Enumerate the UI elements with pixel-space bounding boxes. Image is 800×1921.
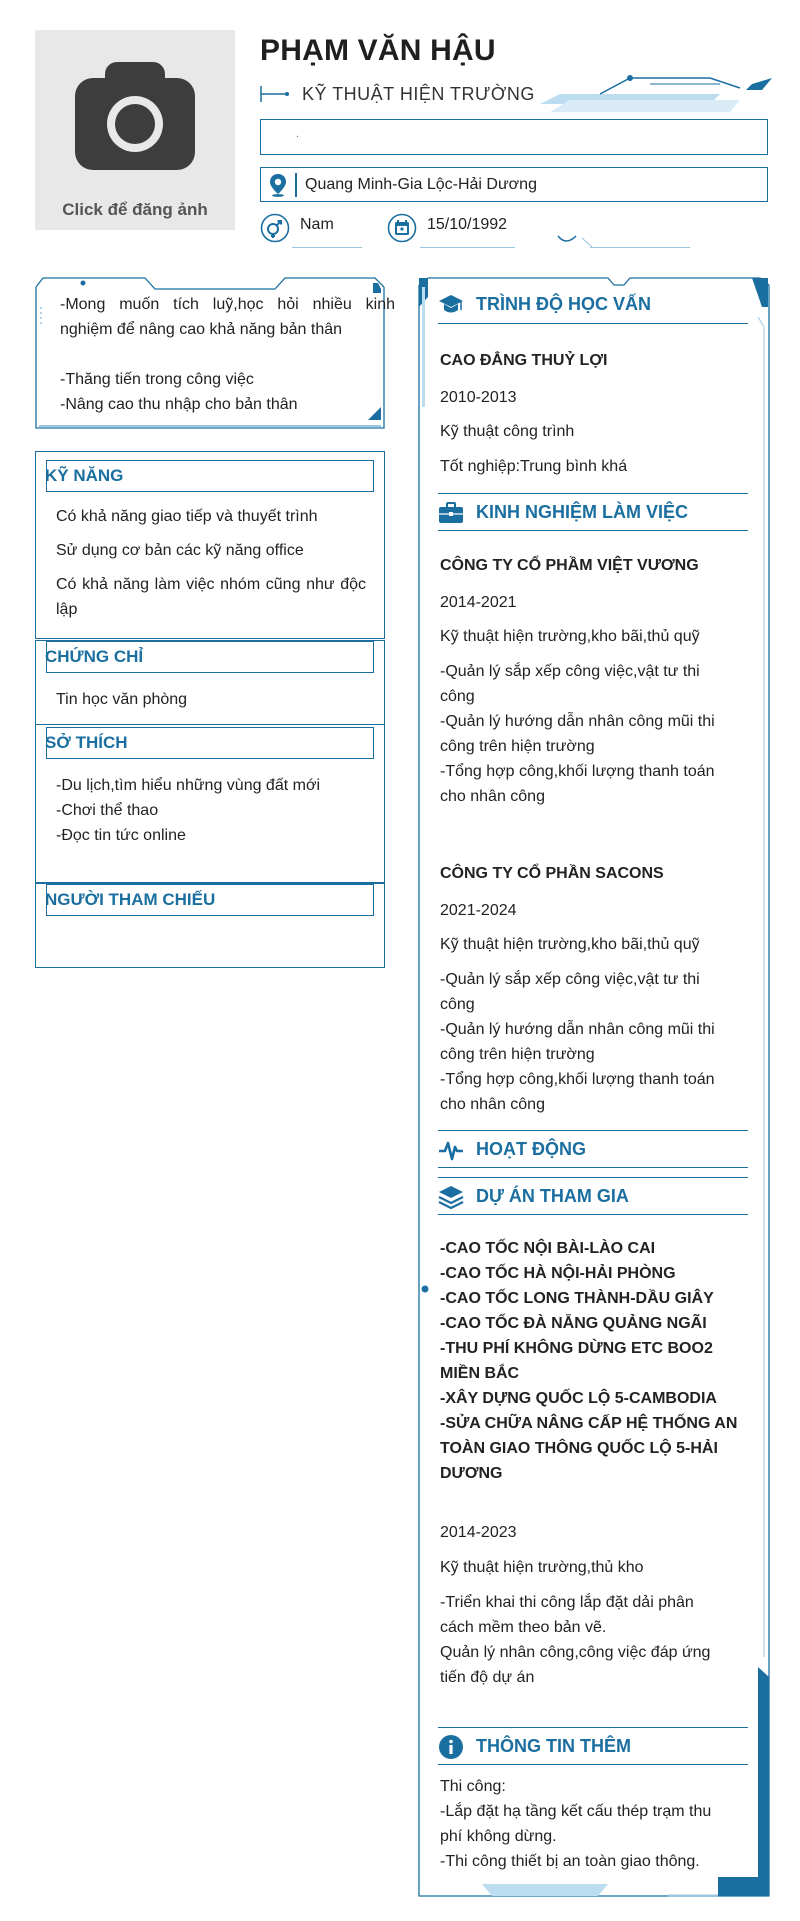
- certificates-section: [35, 640, 385, 725]
- hobby-item: -Chơi thể thao: [56, 802, 159, 819]
- references-header: [46, 884, 374, 916]
- project-period: 2014-2023: [440, 1524, 517, 1541]
- project-name-line: -SỬA CHỮA NÂNG CẤP HỆ THỐNG AN: [440, 1415, 738, 1432]
- skills-title: KỸ NĂNG: [45, 466, 124, 485]
- objective-section: [35, 277, 395, 429]
- candidate-name: PHẠM VĂN HẬU: [260, 34, 496, 67]
- project-name-line: -XÂY DỰNG QUỐC LỘ 5-CAMBODIA: [440, 1390, 717, 1407]
- email-field[interactable]: [260, 119, 768, 155]
- project-desc-line: Quản lý nhân công,công việc đáp ứng: [440, 1644, 711, 1661]
- info-icon: [438, 1734, 464, 1760]
- activities-header: [438, 1130, 748, 1168]
- job-desc-line: -Quản lý hướng dẫn nhân công mũi thi: [440, 713, 715, 730]
- project-desc-line: tiến độ dự án: [440, 1669, 535, 1686]
- header-decoration: [540, 74, 772, 120]
- certificates-header: [46, 641, 374, 673]
- location-icon: [268, 173, 288, 197]
- project-name-line: TOÀN GIAO THÔNG QUỐC LỘ 5-HẢI: [440, 1440, 718, 1457]
- experience-header: [438, 493, 748, 531]
- skill-item: Có khả năng giao tiếp và thuyết trình: [56, 508, 318, 525]
- dob-underline: [420, 247, 515, 248]
- objective-line: -Thăng tiến trong công việc: [60, 371, 254, 388]
- job-desc-line: cho nhân công: [440, 788, 545, 805]
- education-header: [438, 286, 748, 324]
- certificates-title: CHỨNG CHỈ: [45, 647, 144, 666]
- gender-underline: [292, 247, 362, 248]
- project-name-line: -CAO TỐC NỘI BÀI-LÀO CAI: [440, 1240, 656, 1257]
- references-section: [35, 882, 385, 968]
- gender-value: Nam: [300, 216, 334, 233]
- job-desc-line: công: [440, 688, 475, 705]
- address-value: Quang Minh-Gia Lộc-Hải Dương: [305, 176, 537, 193]
- job-company: CÔNG TY CỔ PHẦN SACONS: [440, 865, 664, 882]
- extra-info-line: phí không dừng.: [440, 1828, 557, 1845]
- objective-line: -Mong muốn tích luỹ,học hỏi nhiều kinh nghiệm để nâng cao khả năng bản thân: [60, 296, 395, 338]
- address-field[interactable]: [260, 167, 768, 202]
- skills-section: [35, 451, 385, 639]
- skill-item: Có khả năng làm việc nhóm cũng như độc lập: [56, 576, 366, 618]
- project-name-line: -THU PHÍ KHÔNG DỪNG ETC BOO2: [440, 1340, 713, 1357]
- calendar-icon: [387, 213, 417, 243]
- education-grade: Tốt nghiệp:Trung bình khá: [440, 458, 628, 475]
- extra-info-line: -Thi công thiết bị an toàn giao thông.: [440, 1853, 700, 1870]
- references-title: NGƯỜI THAM CHIẾU: [45, 890, 216, 909]
- projects-header: [438, 1177, 748, 1215]
- project-name-line: MIỀN BẮC: [440, 1365, 520, 1382]
- title-decor: [260, 84, 290, 104]
- project-desc-line: -Triển khai thi công lắp đặt dải phân: [440, 1594, 694, 1611]
- job-desc-line: -Tổng hợp công,khối lượng thanh toán: [440, 763, 715, 780]
- education-period: 2010-2013: [440, 389, 517, 406]
- extra-info-line: -Lắp đặt hạ tầng kết cấu thép trạm thu: [440, 1803, 712, 1820]
- certificate-item: Tin học văn phòng: [56, 691, 188, 708]
- job-desc-line: cho nhân công: [440, 1096, 545, 1113]
- job-position: Kỹ thuật hiện trường,kho bãi,thủ quỹ: [440, 628, 700, 645]
- job-desc-line: -Quản lý sắp xếp công việc,vật tư thi: [440, 663, 700, 680]
- hobbies-section: [35, 724, 385, 884]
- extra-underline: [590, 247, 690, 248]
- extra-info-header: [438, 1727, 748, 1765]
- education-school: CAO ĐẲNG THUỶ LỢI: [440, 352, 608, 369]
- project-desc-line: cách mềm theo bản vẽ.: [440, 1619, 607, 1636]
- project-name-line: -CAO TỐC ĐÀ NẴNG QUẢNG NGÃI: [440, 1315, 707, 1332]
- hobby-item: -Du lịch,tìm hiểu những vùng đất mới: [56, 777, 320, 794]
- hobby-item: -Đọc tin tức online: [56, 827, 186, 844]
- projects-title: DỰ ÁN THAM GIA: [476, 1186, 629, 1206]
- education-major: Kỹ thuật công trình: [440, 423, 575, 440]
- hobbies-header: [46, 727, 374, 759]
- skills-header: [46, 460, 374, 492]
- job-period: 2014-2021: [440, 594, 517, 611]
- project-position: Kỹ thuật hiện trường,thủ kho: [440, 1559, 644, 1576]
- email-value: .: [296, 128, 300, 140]
- job-desc-line: -Quản lý sắp xếp công việc,vật tư thi: [440, 971, 700, 988]
- job-desc-line: công trên hiện trường: [440, 1046, 595, 1063]
- address-separator: [295, 173, 297, 197]
- education-title: TRÌNH ĐỘ HỌC VẤN: [476, 294, 651, 314]
- layers-icon: [438, 1184, 464, 1210]
- experience-title: KINH NGHIỆM LÀM VIỆC: [476, 502, 689, 522]
- job-desc-line: -Quản lý hướng dẫn nhân công mũi thi: [440, 1021, 715, 1038]
- extra-info-line: Thi công:: [440, 1778, 506, 1795]
- job-company: CÔNG TY CỔ PHẦM VIỆT VƯƠNG: [440, 557, 699, 574]
- gender-icon: [260, 213, 290, 243]
- job-title: KỸ THUẬT HIỆN TRƯỜNG: [302, 84, 535, 104]
- hobbies-title: SỞ THÍCH: [45, 733, 128, 752]
- job-position: Kỹ thuật hiện trường,kho bãi,thủ quỹ: [440, 936, 700, 953]
- graduation-cap-icon: [438, 292, 464, 318]
- briefcase-icon: [438, 500, 464, 526]
- extra-info-title: THÔNG TIN THÊM: [476, 1736, 631, 1756]
- job-desc-line: công trên hiện trường: [440, 738, 595, 755]
- dob-value: 15/10/1992: [427, 216, 508, 233]
- camera-icon: [75, 60, 195, 170]
- skill-item: Sử dụng cơ bản các kỹ năng office: [56, 542, 304, 559]
- photo-caption: Click để đăng ảnh: [62, 200, 208, 219]
- pulse-icon: [438, 1137, 464, 1163]
- project-name-line: DƯƠNG: [440, 1465, 503, 1482]
- project-name-line: -CAO TỐC LONG THÀNH-DẦU GIÂY: [440, 1290, 714, 1307]
- job-desc-line: -Tổng hợp công,khối lượng thanh toán: [440, 1071, 715, 1088]
- job-period: 2021-2024: [440, 902, 517, 919]
- avatar-upload[interactable]: [35, 30, 235, 230]
- job-desc-line: công: [440, 996, 475, 1013]
- objective-line: -Nâng cao thu nhập cho bản thân: [60, 396, 298, 413]
- activities-title: HOẠT ĐỘNG: [476, 1139, 586, 1159]
- project-name-line: -CAO TỐC HÀ NỘI-HẢI PHÒNG: [440, 1265, 676, 1282]
